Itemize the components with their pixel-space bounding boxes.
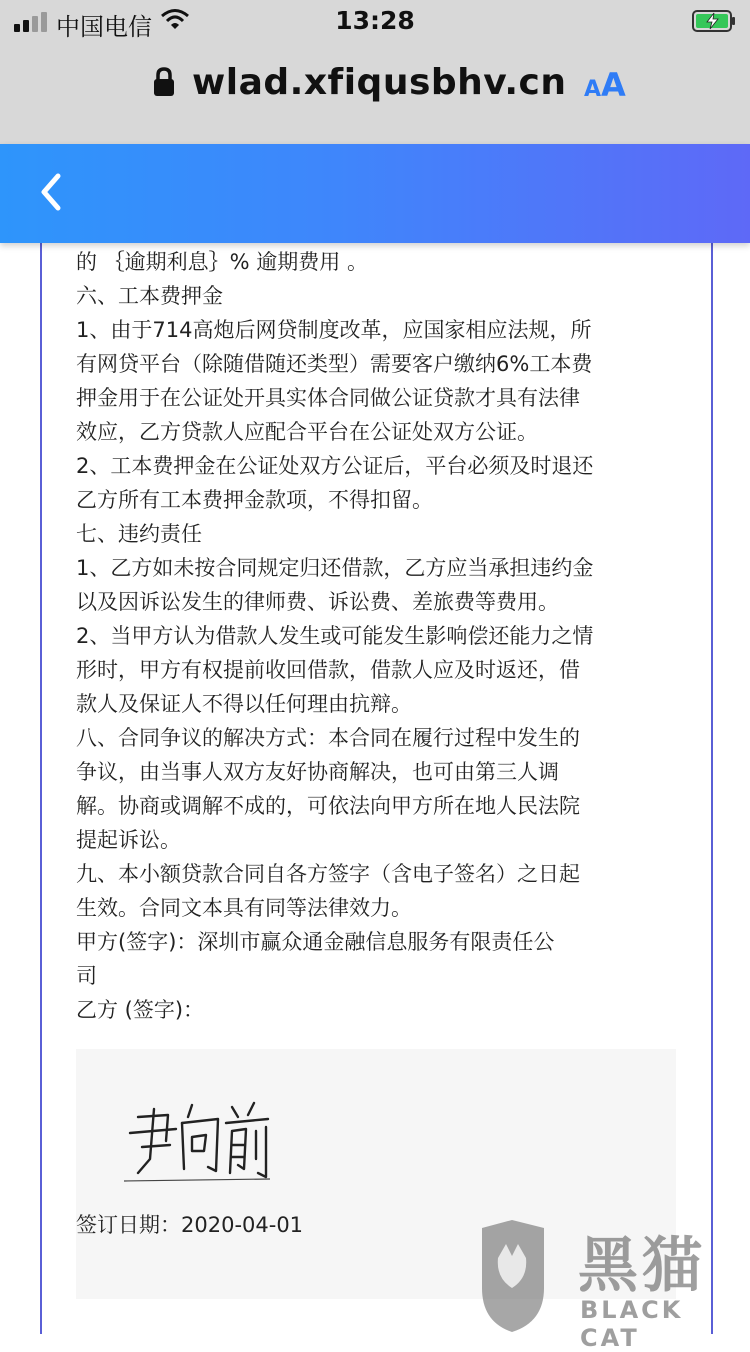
contract-line: 乙方 (签字)： (76, 998, 205, 1022)
contract-document[interactable] (40, 243, 713, 1334)
text-size-button[interactable] (584, 66, 626, 104)
contract-line: 以及因诉讼发生的律师费、诉讼费、差旅费等费用。 (76, 590, 559, 614)
text-size-small: A (584, 77, 602, 102)
contract-line: 的 ｛逾期利息｝% 逾期费用 。 (76, 250, 368, 274)
sign-date (76, 1209, 303, 1239)
contract-line: 乙方所有工本费押金款项，不得扣留。 (76, 488, 433, 512)
contract-line: 效应，乙方贷款人应配合平台在公证处双方公证。 (76, 420, 538, 444)
contract-line: 七、违约责任 (76, 522, 202, 546)
contract-line: 提起诉讼。 (76, 828, 181, 852)
contract-line: 押金用于在公证处开具实体合同做公证贷款才具有法律 (76, 386, 580, 410)
contract-line: 甲方(签字)：深圳市赢众通金融信息服务有限责任公 (76, 930, 555, 954)
contract-line: 款人及保证人不得以任何理由抗辩。 (76, 692, 412, 716)
contract-line: 解。协商或调解不成的，可依法向甲方所在地人民法院 (76, 794, 580, 818)
contract-line: 六、工本费押金 (76, 284, 223, 308)
battery-charging-icon (692, 10, 736, 32)
watermark-cn: 黑猫 (578, 1231, 706, 1301)
black-cat-watermark (478, 1218, 750, 1352)
watermark-en: BLACK CAT (580, 1296, 684, 1352)
contract-line: 司 (76, 964, 97, 988)
lock-icon (152, 66, 176, 98)
carrier-name: 中国电信 (56, 13, 152, 41)
status-bar (0, 0, 750, 44)
contract-line: 争议，由当事人双方友好协商解决，也可由第三人调 (76, 760, 559, 784)
contract-line: 九、本小额贷款合同自各方签字（含电子签名）之日起 (76, 862, 580, 886)
handwritten-signature (120, 1089, 280, 1189)
contract-line: 2、当甲方认为借款人发生或可能发生影响偿还能力之情 (76, 624, 594, 648)
cat-logo-icon (478, 1218, 548, 1334)
sign-date-value: 2020-04-01 (181, 1213, 304, 1237)
contract-line: 生效。合同文本具有同等法律效力。 (76, 896, 412, 920)
text-size-big: A (601, 66, 626, 104)
url-text[interactable]: wlad.xfiqusbhv.cn (192, 62, 567, 103)
contract-line: 八、合同争议的解决方式：本合同在履行过程中发生的 (76, 726, 580, 750)
chevron-left-icon[interactable] (36, 170, 66, 214)
browser-address-bar (0, 44, 750, 145)
contract-line: 形时，甲方有权提前收回借款，借款人应及时返还，借 (76, 658, 580, 682)
app-header (0, 144, 750, 243)
contract-line: 1、乙方如未按合同规定归还借款，乙方应当承担违约金 (76, 556, 594, 580)
contract-line: 有网贷平台（除随借随还类型）需要客户缴纳6%工本费 (76, 352, 593, 376)
sign-date-label: 签订日期： (76, 1213, 181, 1237)
clock: 13:28 (335, 6, 415, 35)
contract-line: 1、由于714高炮后网贷制度改革，应国家相应法规，所 (76, 318, 592, 342)
contract-line: 2、工本费押金在公证处双方公证后，平台必须及时退还 (76, 454, 594, 478)
contract-text (76, 211, 676, 1027)
